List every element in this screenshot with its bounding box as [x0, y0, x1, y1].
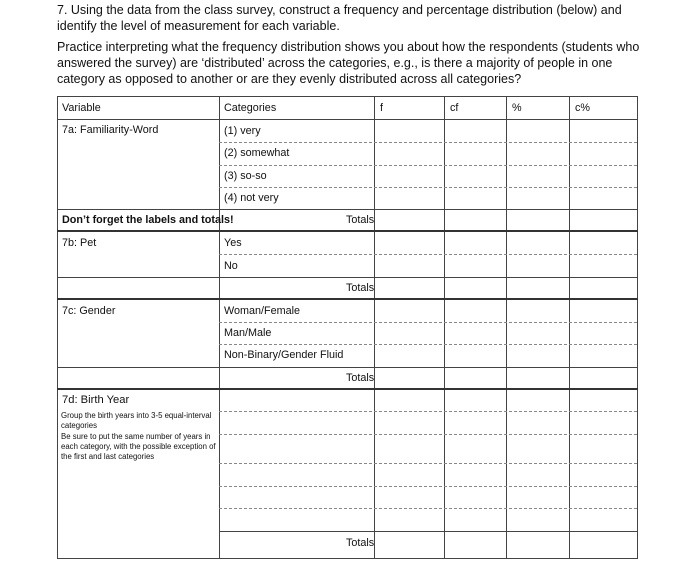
variable-7a-label: 7a: Familiarity-Word — [62, 124, 159, 136]
practice-text: Practice interpreting what the frequency distribution shows you about how the respondents (students who answered the survey) are ‘distributed’ across the categories, e.g., is there a majority of people in one category as opposed to another or are they evenly distributed across all categories? — [57, 40, 640, 86]
category-7a-3: (3) so-so — [224, 170, 267, 182]
variable-7b-label: 7b: Pet — [62, 237, 97, 249]
totals-7a: Totals — [346, 214, 375, 226]
variable-7d-label: 7d: Birth Year — [62, 394, 130, 406]
variable-7d-note-grouping: Group the birth years into 3-5 equal-interval categories — [61, 411, 212, 430]
category-7a-2: (2) somewhat — [224, 147, 290, 159]
category-7c-2: Man/Male — [224, 327, 272, 339]
variable-7d-note-years: Be sure to put the same number of years in each category, with the possible exception of the first and last categories — [61, 432, 216, 461]
header-f: f — [380, 102, 383, 114]
header-cf: cf — [450, 102, 459, 114]
header-variable: Variable — [62, 102, 101, 114]
header-categories: Categories — [224, 102, 277, 114]
category-7a-1: (1) very — [224, 125, 261, 137]
totals-7d: Totals — [346, 537, 375, 549]
category-7c-3: Non-Binary/Gender Fluid — [224, 349, 344, 361]
variable-7c-label: 7c: Gender — [62, 305, 116, 317]
category-7a-4: (4) not very — [224, 192, 279, 204]
category-7c-1: Woman/Female — [224, 305, 301, 317]
category-7b-1: Yes — [224, 237, 242, 249]
header-cumulative-percent: c% — [575, 102, 590, 114]
totals-7c: Totals — [346, 372, 375, 384]
totals-7b: Totals — [346, 282, 375, 294]
header-percent: % — [512, 102, 522, 114]
reminder-text: Don’t forget the labels and totals! — [62, 214, 234, 226]
question-text: 7. Using the data from the class survey, construct a frequency and percentage distribution (below) and identify the level of measurement for each variable. — [57, 3, 622, 33]
category-7b-2: No — [224, 260, 238, 272]
